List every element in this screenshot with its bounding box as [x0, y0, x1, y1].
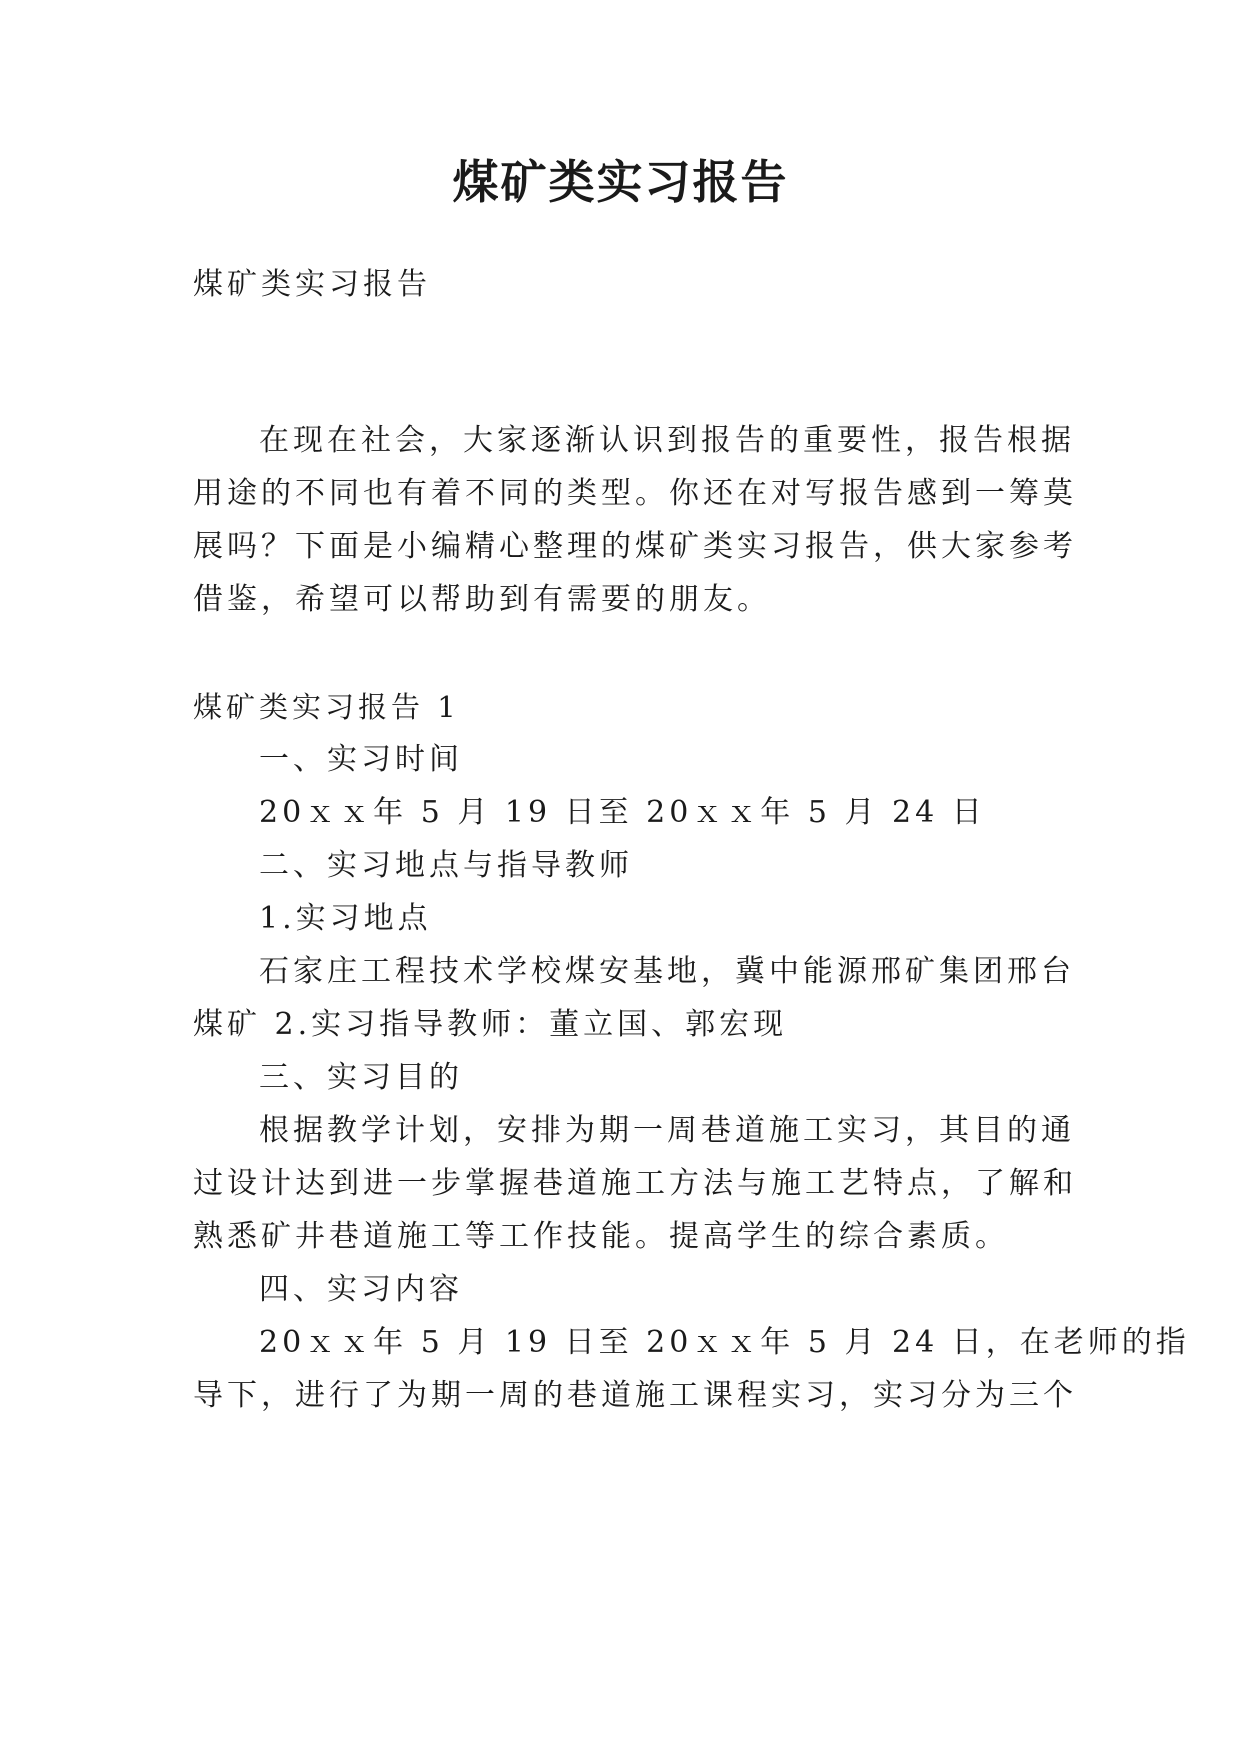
heading-purpose: 三、实习目的 — [259, 1060, 463, 1095]
section-title: 煤矿类实习报告 1 — [193, 690, 460, 724]
document-title: 煤矿类实习报告 — [452, 155, 789, 209]
intro-line: 用途的不同也有着不同的类型。你还在对写报告感到一筹莫 — [193, 476, 1077, 511]
heading-location: 二、实习地点与指导教师 — [259, 848, 633, 883]
body-line: 导下，进行了为期一周的巷道施工课程实习，实习分为三个 — [193, 1378, 1077, 1413]
body-line: 20ｘｘ年 5 月 19 日至 20ｘｘ年 5 月 24 日 — [259, 795, 986, 830]
intro-line: 展吗？下面是小编精心整理的煤矿类实习报告，供大家参考 — [193, 529, 1077, 564]
body-line: 熟悉矿井巷道施工等工作技能。提高学生的综合素质。 — [193, 1219, 1009, 1254]
intro-line: 在现在社会，大家逐渐认识到报告的重要性，报告根据 — [259, 423, 1075, 458]
body-line: 煤矿 2.实习指导教师：董立国、郭宏现 — [193, 1007, 788, 1042]
heading-content: 四、实习内容 — [259, 1272, 463, 1307]
body-line: 根据教学计划，安排为期一周巷道施工实习，其目的通 — [259, 1113, 1075, 1148]
body-line: 石家庄工程技术学校煤安基地，冀中能源邢矿集团邢台 — [259, 954, 1075, 989]
body-line: 过设计达到进一步掌握巷道施工方法与施工艺特点，了解和 — [193, 1166, 1077, 1201]
body-line: 20ｘｘ年 5 月 19 日至 20ｘｘ年 5 月 24 日，在老师的指 — [259, 1325, 1190, 1360]
body-line: 1.实习地点 — [259, 901, 432, 936]
heading-time: 一、实习时间 — [259, 742, 463, 777]
document-subtitle: 煤矿类实习报告 — [193, 267, 431, 302]
intro-line: 借鉴，希望可以帮助到有需要的朋友。 — [193, 582, 771, 617]
